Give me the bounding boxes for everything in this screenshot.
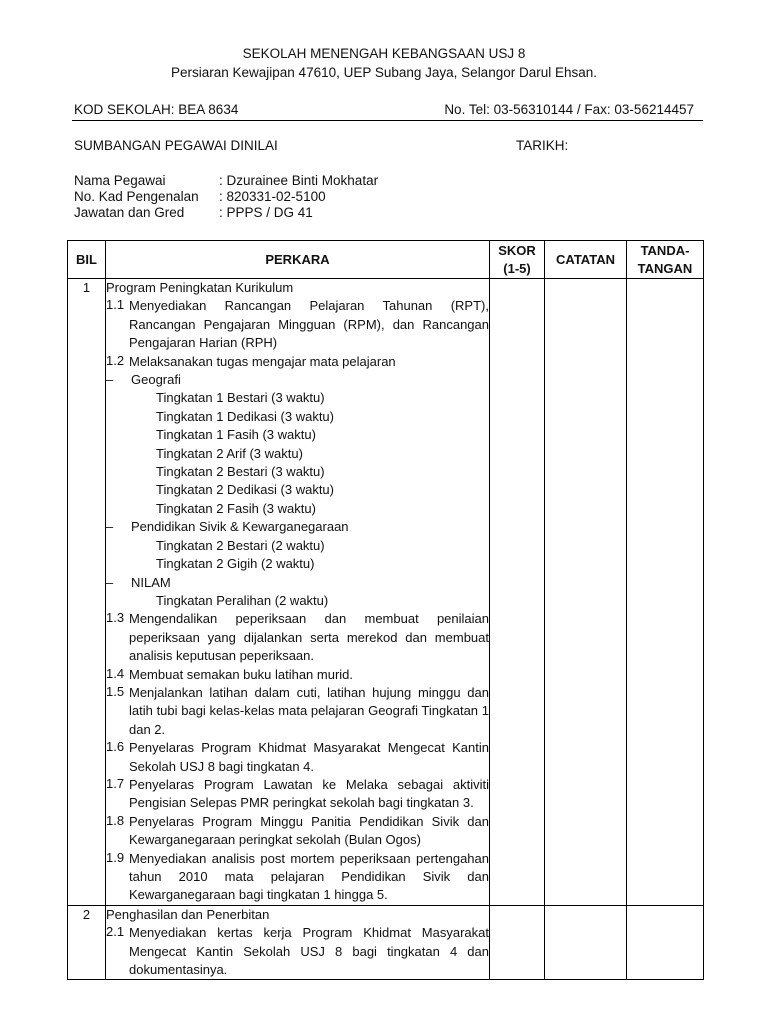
header-perkara: PERKARA [106,241,490,279]
item-1-9: 1.9 Menyediakan analisis post mortem peperiksaan pertengahan tahun 2010 mata pelajaran Pendidikan Sivik dan Kewarganegaraan bagi tingkatan 1 hingga 5. [106,849,489,903]
row-tandatangan[interactable] [627,905,704,980]
field-position [74,205,313,220]
header-catatan: CATATAN [545,241,627,279]
header-tanda-line1: TANDA- [640,242,690,258]
header-divider [72,120,703,121]
row-perkara [106,279,490,906]
item-1-6: 1.6 Penyelaras Program Khidmat Masyarakat Mengecat Kantin Sekolah USJ 8 bagi tingkatan 4. [106,739,489,774]
phone-fax: No. Tel: 03-56310144 / Fax: 03-56214457 [444,102,694,117]
item-1-1: 1.1 Menyediakan Rancangan Pelajaran Tahunan (RPT), Rancangan Pengajaran Mingguan (RPM), dan Rancangan Pengajaran Harian (RPH) [106,297,489,351]
row-tandatangan[interactable] [627,279,704,906]
form-title: SUMBANGAN PEGAWAI DINILAI [74,138,278,153]
row-bil: 2 [68,905,106,980]
list-item: Tingkatan 1 Fasih (3 waktu) [156,427,316,443]
row-bil: 1 [68,279,106,906]
date-label: TARIKH: [516,138,569,153]
row-catatan[interactable] [545,905,627,980]
list-item: Tingkatan 2 Bestari (3 waktu) [156,464,325,480]
item-1-2: 1.2 Melaksanakan tugas mengajar mata pelajaran [106,352,396,369]
header-skor-line2: (1-5) [503,260,531,276]
field-value: : 820331-02-5100 [219,189,326,204]
header-tandatangan [627,241,704,279]
section-title: Penghasilan dan Penerbitan [106,906,270,922]
row-skor[interactable] [490,905,545,980]
field-ic [74,189,326,204]
field-label: Nama Pegawai [74,173,166,188]
list-item: Tingkatan 1 Bestari (3 waktu) [156,390,325,406]
item-2-1: 2.1 Menyediakan kertas kerja Program Khidmat Masyarakat Mengecat Kantin Sekolah USJ 8 bagi tingkatan 4 dan dokumentasinya. [106,924,489,978]
table-header-row [68,241,704,279]
list-item: Tingkatan 2 Bestari (2 waktu) [156,537,325,553]
section-title: Program Peningkatan Kurikulum [106,280,294,295]
item-1-3: 1.3 Mengendalikan peperiksaan dan membuat penilaian peperiksaan yang dijalankan serta merekod dan membuat analisis keputusan peperiksaan. [106,610,489,664]
list-item: Tingkatan 2 Fasih (3 waktu) [156,500,316,516]
item-1-5: 1.5 Menjalankan latihan dalam cuti, latihan hujung minggu dan latih tubi bagi kelas-kelas mata pelajaran Geografi Tingkatan 1 dan 2. [106,683,489,737]
row-perkara [106,905,490,980]
item-1-4: 1.4 Membuat semakan buku latihan murid. [106,665,354,682]
row-catatan[interactable] [545,279,627,906]
list-item: Tingkatan 2 Arif (3 waktu) [156,445,303,461]
field-label: Jawatan dan Gred [74,205,185,220]
subject-geografi: – Geografi [106,372,181,388]
table-row [68,905,704,980]
list-item: Tingkatan Peralihan (2 waktu) [156,592,329,608]
list-item: Tingkatan 1 Dedikasi (3 waktu) [156,408,334,424]
field-value: : PPPS / DG 41 [219,205,313,220]
header-tanda-line2: TANGAN [637,260,693,276]
subject-psk: – Pendidikan Sivik & Kewarganegaraan [106,519,349,535]
table-row [68,279,704,906]
list-item: Tingkatan 2 Dedikasi (3 waktu) [156,482,334,498]
header-skor [490,241,545,279]
evaluation-table [67,240,704,980]
school-address: Persiaran Kewajipan 47610, UEP Subang Jaya, Selangor Darul Ehsan. [170,65,598,80]
row-skor[interactable] [490,279,545,906]
school-name: SEKOLAH MENENGAH KEBANGSAAN USJ 8 [242,46,526,61]
field-value: : Dzurainee Binti Mokhatar [219,173,379,188]
field-name [74,173,378,188]
item-1-7: 1.7 Penyelaras Program Lawatan ke Melaka sebagai aktiviti Pengisian Selepas PMR peringkat sekolah bagi tingkatan 3. [106,775,489,811]
item-1-8: 1.8 Penyelaras Program Minggu Panitia Pendidikan Sivik dan Kewarganegaraan peringkat sekolah (Bulan Ogos) [106,812,489,848]
header-bil: BIL [68,241,106,279]
school-code: KOD SEKOLAH: BEA 8634 [74,102,239,117]
header-skor-line1: SKOR [498,242,536,258]
list-item: Tingkatan 2 Gigih (2 waktu) [156,556,315,572]
field-label: No. Kad Pengenalan [74,189,199,204]
subject-nilam: – NILAM [106,574,171,590]
